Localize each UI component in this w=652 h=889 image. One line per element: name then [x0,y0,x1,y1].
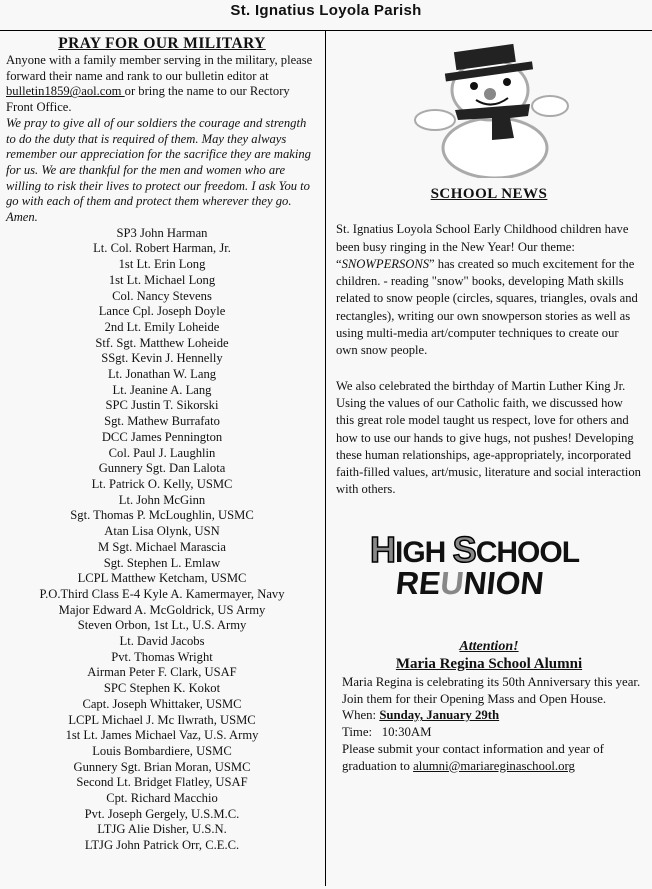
name-list-item: Lt. Col. Robert Harman, Jr. [93,241,231,256]
time-row [342,724,642,741]
name-list-item: Atan Lisa Olynk, USN [104,524,220,539]
names-list [6,226,318,854]
name-list-item: Sgt. Mathew Burrafato [104,414,220,429]
bulletin-email-link[interactable]: bulletin1859@aol.com [6,84,125,99]
logo-letter: S [452,528,476,570]
name-list-item: Major Edward A. McGoldrick, US Army [58,602,266,617]
name-list-item: Pvt. Joseph Gergely, U.S.M.C. [84,806,240,821]
logo-text: IGH [395,535,453,569]
submit-label: Please submit your contact information and year of graduation to [342,741,604,773]
name-list-item: M Sgt. Michael Marascia [97,539,226,554]
name-list-item: Airman Peter F. Clark, USAF [87,665,237,680]
logo-letter: H [370,528,395,570]
header-divider [0,30,652,31]
military-title: PRAY FOR OUR MILITARY [58,35,266,52]
name-list-item: SSgt. Kevin J. Hennelly [101,351,223,366]
submit-text [342,741,642,775]
name-list-item: LCPL Matthew Ketcham, USMC [77,571,247,586]
page-title: St. Ignatius Loyola Parish [230,2,422,19]
name-list-item: Lt. David Jacobs [119,634,205,649]
name-list-item: Lance Cpl. Joseph Doyle [98,304,226,319]
column-divider [325,30,326,886]
intro-text-end: or bring the name to our Rectory Front Office. [6,84,290,115]
name-list-item: Louis Bombardiere, USMC [92,743,232,758]
name-list-item: Cpt. Richard Macchio [106,791,218,806]
theme-text: SNOWPERSONS [341,256,430,271]
name-list-item: 1st Lt. James Michael Vaz, U.S. Army [65,728,259,743]
name-list-item: Pvt. Thomas Wright [111,649,213,664]
name-list-item: LCPL Michael J. Mc Ilwrath, USMC [68,712,256,727]
right-column [336,34,642,775]
school-news-paragraph-2: We also celebrated the birthday of Martin Luther King Jr. Using the values of our Catholic faith, we discussed how this great role model taught us respect, love for others and how to use our hands to give hugs, not pushes! Developing these human relationships, age-appropriately, incorporated faith-filled values, art/music, literature and social interaction with others. [336,378,641,497]
name-list-item: Second Lt. Bridget Flatley, USAF [76,775,248,790]
name-list-item: Lt. Jeanine A. Lang [112,382,212,397]
name-list-item: Gunnery Sgt. Dan Lalota [98,461,226,476]
name-list-item: Col. Nancy Stevens [112,288,212,303]
name-list-item: 1st Lt. Erin Long [118,257,206,272]
name-list-item: LTJG Alie Disher, U.S.N. [97,822,227,837]
name-list-item: SPC Stephen K. Kokot [103,681,221,696]
logo-text: RE [394,564,443,601]
name-list-item: Lt. Patrick O. Kelly, USMC [91,476,233,491]
intro-text: Anyone with a family member serving in the military, please forward their name and rank to our bulletin editor at [6,53,313,83]
military-section [6,34,318,854]
name-list-item: Gunnery Sgt. Brian Moran, USMC [73,759,251,774]
school-news-paragraph-1 [336,221,642,359]
school-news-title: SCHOOL NEWS [430,186,548,202]
when-value: Sunday, January 29th [379,708,500,723]
alumni-section [336,674,642,775]
name-list-item: Col. Paul J. Laughlin [108,445,216,460]
high-school-reunion-graphic [366,529,586,611]
name-list-item: DCC James Pennington [101,429,223,444]
logo-letter: U [438,564,466,601]
logo-text: NION [461,564,546,601]
time-value: 10:30AM [381,725,432,740]
attention-heading: Attention! [459,638,519,654]
name-list-item: LTJG John Patrick Orr, C.E.C. [84,838,240,853]
name-list-item: Sgt. Thomas P. McLoughlin, USMC [70,508,254,523]
name-list-item: SP3 John Harman [116,225,208,240]
name-list-item: 2nd Lt. Emily Loheide [104,319,220,334]
name-list-item: Stf. Sgt. Matthew Loheide [95,335,229,350]
p1-text-end: ” has created so much excitement for the children. - reading "snow" books, developing Math skills related to snow people (circles, squares, triangles, ovals and rectangles), writing our own snowperson stories as well as using multi-media art/computer techniques to create our own snow people. [336,256,638,358]
alumni-body: Maria Regina is celebrating its 50th Anniversary this year. Join them for their Opening Mass and Open House. [342,674,641,706]
military-intro [6,53,318,116]
p1-text: St. Ignatius Loyola School Early Childhood children have been busy ringing in the New Year! Our theme: “ [336,222,629,271]
name-list-item: Sgt. Stephen L. Emlaw [103,555,221,570]
name-list-item: SPC Justin T. Sikorski [105,398,219,413]
alumni-title: Maria Regina School Alumni [395,655,583,672]
snowman-illustration [410,38,570,178]
time-label: Time: [342,725,382,740]
name-list-item: Lt. John McGinn [118,492,206,507]
alumni-email-link[interactable]: alumni@mariareginaschool.org [413,758,575,773]
name-list-item: Capt. Joseph Whittaker, USMC [82,696,242,711]
name-list-item: P.O.Third Class E-4 Kyle A. Kamermayer, Navy [39,586,285,601]
when-row [342,707,642,724]
when-label: When: [342,708,380,723]
name-list-item: 1st Lt. Michael Long [108,272,216,287]
name-list-item: Steven Orbon, 1st Lt., U.S. Army [77,618,247,633]
logo-text: CHOOL [475,535,580,569]
military-prayer: We pray to give all of our soldiers the courage and strength to do the duty that is required of them. May they always remember our appreciation for the sacrifice they are making for us. We are thankful for the men and women who are willing to risk their lives to protect our freedom. I ask You to go with each of them and protect them wherever they go. Amen. [6,115,311,225]
name-list-item: Lt. Jonathan W. Lang [107,367,217,382]
